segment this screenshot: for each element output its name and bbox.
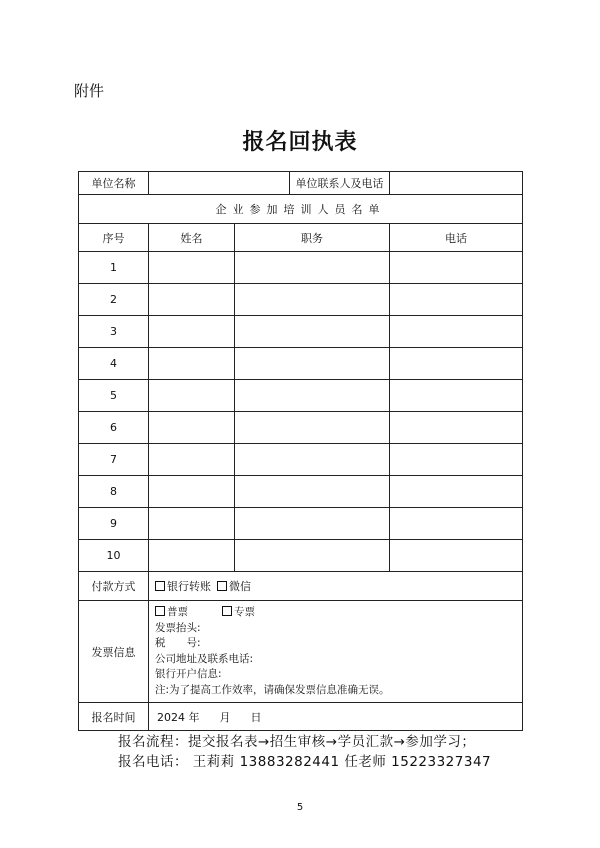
position-cell[interactable] [235, 508, 390, 540]
registration-process-text: 报名流程：提交报名表→招生审核→学员汇款→参加学习； [118, 734, 476, 750]
phone-cell[interactable] [390, 284, 523, 316]
payment-options [149, 572, 523, 601]
payment-bank-transfer-label: 银行转账 [167, 580, 211, 593]
column-header-name: 姓名 [149, 224, 235, 252]
invoice-label: 发票信息 [79, 601, 149, 703]
name-cell[interactable] [149, 444, 235, 476]
payment-wechat-label: 微信 [229, 580, 251, 593]
position-cell[interactable] [235, 444, 390, 476]
position-cell[interactable] [235, 252, 390, 284]
date-field[interactable] [149, 703, 523, 731]
date-month: 月 [219, 710, 231, 724]
phone-cell[interactable] [390, 380, 523, 412]
name-cell[interactable] [149, 252, 235, 284]
row-index: 9 [79, 508, 149, 540]
row-index: 1 [79, 252, 149, 284]
table-row [79, 252, 523, 284]
row-index: 5 [79, 380, 149, 412]
position-cell[interactable] [235, 316, 390, 348]
position-cell[interactable] [235, 412, 390, 444]
invoice-normal-label: 普票 [167, 606, 188, 618]
table-row [79, 508, 523, 540]
table-row [79, 284, 523, 316]
invoice-details [149, 601, 523, 703]
column-header-position: 职务 [235, 224, 390, 252]
unit-name-field[interactable] [149, 172, 290, 195]
column-header-index: 序号 [79, 224, 149, 252]
table-row [79, 316, 523, 348]
row-index: 3 [79, 316, 149, 348]
checkbox-icon[interactable] [155, 606, 165, 616]
annex-label: 附件 [74, 82, 105, 100]
position-cell[interactable] [235, 348, 390, 380]
invoice-normal-option[interactable] [155, 606, 188, 618]
phone-cell[interactable] [390, 316, 523, 348]
table-row [79, 412, 523, 444]
registration-phone-text: 报名电话： 王莉莉 13883282441 任老师 15223327347 [118, 754, 492, 770]
name-cell[interactable] [149, 316, 235, 348]
phone-cell[interactable] [390, 412, 523, 444]
payment-wechat-option[interactable] [217, 580, 251, 593]
registration-form-table [78, 171, 523, 731]
checkbox-icon[interactable] [222, 606, 232, 616]
invoice-special-label: 专票 [234, 606, 255, 618]
date-label: 报名时间 [79, 703, 149, 731]
position-cell[interactable] [235, 284, 390, 316]
invoice-note: 注:为了提高工作效率，请确保发票信息准确无误。 [155, 683, 390, 696]
payment-label: 付款方式 [79, 572, 149, 601]
page-number: 5 [296, 802, 304, 813]
column-header-phone: 电话 [390, 224, 523, 252]
name-cell[interactable] [149, 348, 235, 380]
roster-title: 企业参加培训人员名单 [79, 195, 523, 224]
invoice-tax-field[interactable]: 税 号: [155, 637, 201, 649]
contact-field[interactable] [390, 172, 523, 195]
checkbox-icon[interactable] [155, 581, 165, 591]
row-index: 8 [79, 476, 149, 508]
table-row [79, 476, 523, 508]
invoice-address-field[interactable]: 公司地址及联系电话: [155, 652, 254, 665]
name-cell[interactable] [149, 380, 235, 412]
position-cell[interactable] [235, 476, 390, 508]
page-title: 报名回执表 [242, 129, 358, 155]
name-cell[interactable] [149, 540, 235, 572]
name-cell[interactable] [149, 508, 235, 540]
row-index: 6 [79, 412, 149, 444]
date-day: 日 [250, 710, 262, 724]
name-cell[interactable] [149, 284, 235, 316]
phone-cell[interactable] [390, 444, 523, 476]
table-row [79, 444, 523, 476]
checkbox-icon[interactable] [217, 581, 227, 591]
table-row [79, 380, 523, 412]
date-year: 2024 年 [157, 710, 200, 724]
invoice-bank-field[interactable]: 银行开户信息: [155, 668, 222, 680]
row-index: 4 [79, 348, 149, 380]
table-row [79, 540, 523, 572]
contact-label: 单位联系人及电话 [290, 172, 390, 195]
phone-cell[interactable] [390, 252, 523, 284]
invoice-special-option[interactable] [222, 606, 255, 618]
position-cell[interactable] [235, 540, 390, 572]
phone-cell[interactable] [390, 508, 523, 540]
phone-cell[interactable] [390, 476, 523, 508]
phone-cell[interactable] [390, 348, 523, 380]
invoice-header-field[interactable]: 发票抬头: [155, 621, 201, 634]
payment-bank-transfer-option[interactable] [155, 580, 211, 593]
position-cell[interactable] [235, 380, 390, 412]
phone-cell[interactable] [390, 540, 523, 572]
name-cell[interactable] [149, 476, 235, 508]
name-cell[interactable] [149, 412, 235, 444]
row-index: 10 [79, 540, 149, 572]
table-row [79, 348, 523, 380]
row-index: 7 [79, 444, 149, 476]
row-index: 2 [79, 284, 149, 316]
unit-name-label: 单位名称 [79, 172, 149, 195]
